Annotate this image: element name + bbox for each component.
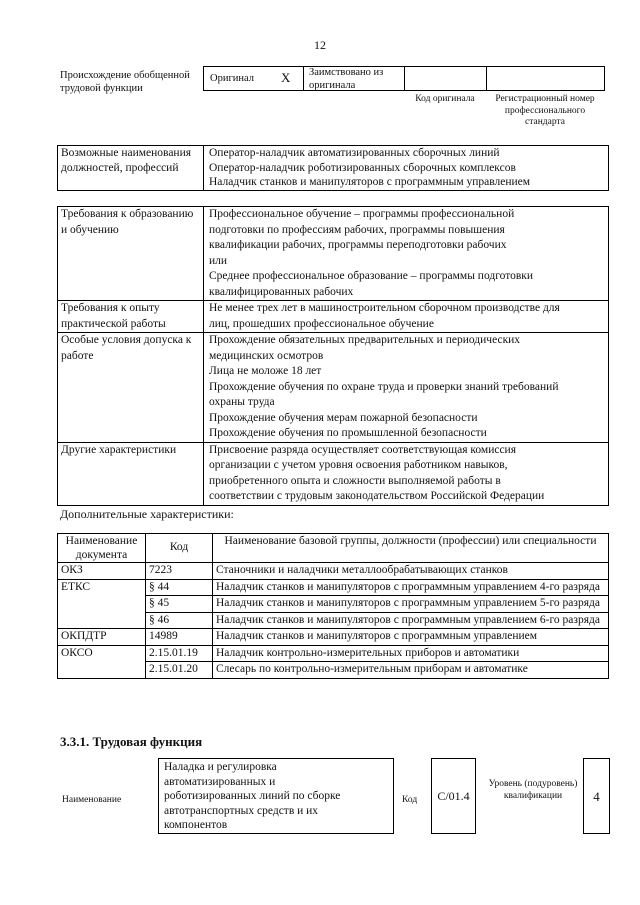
requirement-text <box>204 301 609 333</box>
cell-code: 2.15.01.20 <box>146 662 213 679</box>
additional-table <box>57 533 609 679</box>
requirement-text <box>204 207 609 301</box>
page-number: 12 <box>314 38 326 52</box>
cell-name: Наладчик станков и манипуляторов с программным управлением <box>213 629 609 646</box>
cell-name: Наладчик станков и манипуляторов с программным управлением 5-го разряда <box>213 596 609 613</box>
table-row <box>58 662 609 679</box>
requirement-line: подготовки по профессиям рабочих, программы повышения <box>209 223 505 236</box>
cell-doc: ОКСО <box>58 645 146 662</box>
cell-code: § 44 <box>146 579 213 596</box>
cell-name: Наладчик станков и манипуляторов с программным управлением 6-го разряда <box>213 612 609 629</box>
requirement-row <box>58 333 609 443</box>
requirement-line: Прохождение обучения по промышленной безопасности <box>209 427 487 439</box>
origin-divider-2 <box>404 66 405 91</box>
cell-name: Наладчик станков и манипуляторов с программным управлением 4-го разряда <box>213 579 609 596</box>
cell-doc <box>58 662 146 679</box>
position-item: Наладчик станков и манипуляторов с программным управлением <box>209 176 531 188</box>
origin-divider-3 <box>486 66 487 91</box>
position-item: Оператор-наладчик автоматизированных сборочных линий <box>209 147 500 159</box>
requirement-row <box>58 442 609 505</box>
cell-code: 7223 <box>146 563 213 580</box>
positions-list <box>204 146 609 191</box>
requirement-text <box>204 333 609 443</box>
requirement-line: лиц, прошедших профессиональное обучение <box>209 317 434 330</box>
table-row <box>58 596 609 613</box>
function-code-label: Код <box>402 795 418 805</box>
requirement-line: медицинских осмотров <box>209 349 324 362</box>
header-document: Наименование документа <box>58 534 146 563</box>
cell-doc: ОКЗ <box>58 563 146 580</box>
origin-original: Оригинал <box>210 73 254 84</box>
function-name-label: Наименование <box>62 795 122 805</box>
function-level-value: 4 <box>593 789 600 804</box>
origin-borrowed: Заимствовано из оригинала <box>309 67 384 91</box>
requirement-line: квалифицированных рабочих <box>209 285 354 298</box>
positions-table <box>57 145 609 191</box>
requirement-line: или <box>209 254 228 267</box>
position-item: Оператор-наладчик роботизированных сборочных комплексов <box>209 161 516 174</box>
requirements-table <box>57 206 609 506</box>
cell-name: Слесарь по контрольно-измерительным приборам и автоматике <box>213 662 609 679</box>
function-code-value: C/01.4 <box>437 789 470 803</box>
code-original-caption: Код оригинала <box>415 94 475 104</box>
table-row <box>58 579 609 596</box>
requirement-text <box>204 442 609 505</box>
requirement-label: Требования к опыту практической работы <box>58 301 204 333</box>
header-code: Код <box>146 534 213 563</box>
reg-number-caption: Регистрационный номер профессионального стандарта <box>495 94 595 127</box>
requirement-label: Требования к образованию и обучению <box>58 207 204 301</box>
requirement-line: охраны труда <box>209 396 275 408</box>
cell-code: 14989 <box>146 629 213 646</box>
origin-divider-1 <box>303 66 304 91</box>
requirement-row <box>58 207 609 301</box>
requirement-label: Другие характеристики <box>58 442 204 505</box>
table-row <box>58 629 609 646</box>
cell-doc <box>58 612 146 629</box>
origin-label: Происхождение обобщенной трудовой функции <box>60 70 190 94</box>
cell-code: § 46 <box>146 612 213 629</box>
positions-label: Возможные наименования должностей, профессий <box>58 146 204 191</box>
function-level-label: Уровень (подуровень) квалификации <box>488 779 578 801</box>
requirement-line: приобретенного опыта и сложности выполняемой работы в <box>209 474 501 487</box>
requirement-line: Среднее профессиональное образование – программы подготовки <box>209 270 534 282</box>
requirement-line: Прохождение обязательных предварительных и периодических <box>209 334 521 346</box>
cell-name: Наладчик контрольно-измерительных приборов и автоматики <box>213 645 609 662</box>
requirement-row <box>58 301 609 333</box>
origin-mark: X <box>281 70 291 85</box>
cell-code: 2.15.01.19 <box>146 645 213 662</box>
requirement-line: Прохождение обучения мерам пожарной безопасности <box>209 411 478 424</box>
requirement-line: Не менее трех лет в машиностроительном сборочном производстве для <box>209 302 560 314</box>
header-name: Наименование базовой группы, должности (профессии) или специальности <box>213 534 609 563</box>
additional-heading: Дополнительные характеристики: <box>60 507 234 521</box>
requirement-line: Прохождение обучения по охране труда и проверки знаний требований <box>209 380 559 393</box>
cell-doc <box>58 596 146 613</box>
function-name-value: Наладка и регулировка автоматизированных и роботизированных линий по сборке автотранспортных средств и их компонентов <box>164 761 341 831</box>
requirement-line: Профессиональное обучение – программы профессиональной <box>209 208 515 220</box>
requirement-line: соответствии с трудовым законодательством Российской Федерации <box>209 490 545 502</box>
table-row <box>58 612 609 629</box>
cell-code: § 45 <box>146 596 213 613</box>
table-header-row <box>58 534 609 563</box>
requirement-line: квалификации рабочих, программы переподготовки рабочих <box>209 239 507 251</box>
table-row <box>58 563 609 580</box>
cell-name: Станочники и наладчики металлообрабатывающих станков <box>213 563 609 580</box>
cell-doc: ЕТКС <box>58 579 146 596</box>
table-row <box>58 645 609 662</box>
requirement-line: Присвоение разряда осуществляет соответствующая комиссия <box>209 443 517 456</box>
cell-doc: ОКПДТР <box>58 629 146 646</box>
requirement-label: Особые условия допуска к работе <box>58 333 204 443</box>
requirement-line: Лица не моложе 18 лет <box>209 365 322 377</box>
requirement-line: организации с учетом уровня освоения работником навыков, <box>209 459 508 471</box>
function-heading: 3.3.1. Трудовая функция <box>60 734 203 749</box>
